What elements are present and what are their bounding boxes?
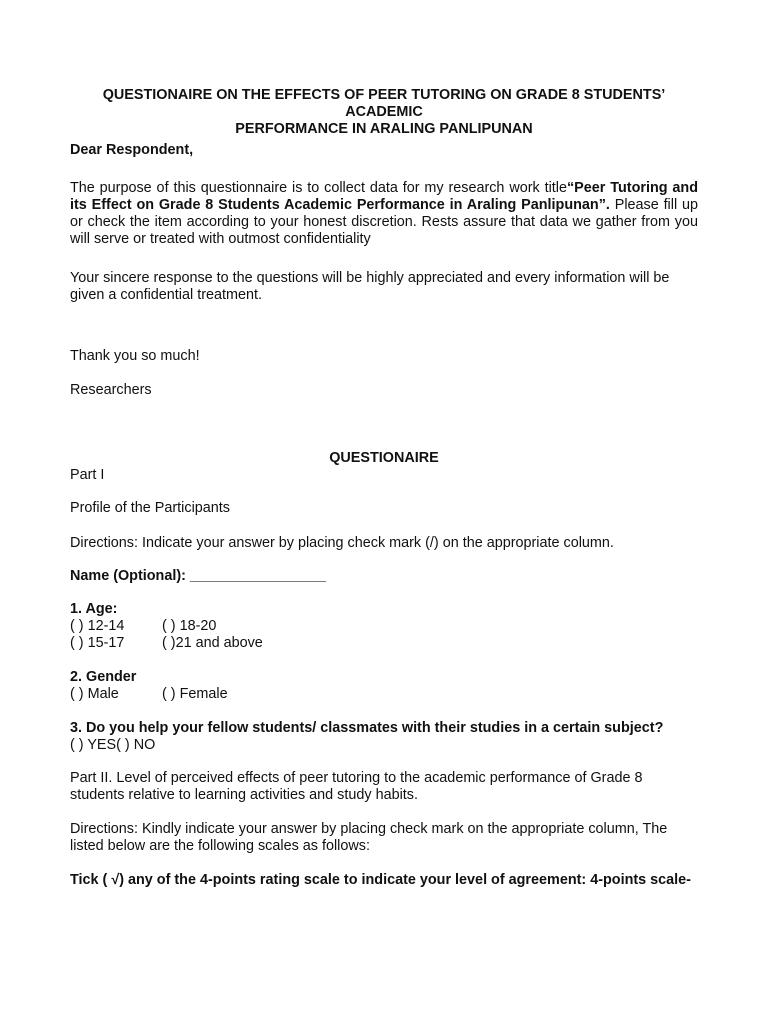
name-field-label: Name (Optional): _________________ <box>70 568 326 584</box>
part-2-description: Part II. Level of perceived effects of peer tutoring to the academic performance of Grade 8 students relative to learning activities and study habits. <box>70 770 643 803</box>
rating-scale-instruction: Tick ( √) any of the 4-points rating scale to indicate your level of agreement: 4-points scale- <box>70 872 691 888</box>
intro-text-2: Please fill up or check the item according to your honest discretion. Rests assure that data we gather from you will serve or treated with outmost confidentiality <box>70 197 698 247</box>
signature-line: Researchers <box>70 382 152 398</box>
age-option-21-above: ( )21 and above <box>162 635 263 651</box>
age-option-18-20: ( ) 18-20 <box>162 618 217 634</box>
thank-you-line: Thank you so much! <box>70 348 200 364</box>
profile-heading: Profile of the Participants <box>70 500 230 516</box>
directions-part-2: Directions: Kindly indicate your answer by placing check mark on the appropriate column, The listed below are the following scales as follows: <box>70 821 668 854</box>
question-help-classmates <box>70 720 698 754</box>
help-question-options: ( ) YES( ) NO <box>70 737 156 753</box>
gender-option-male: ( ) Male <box>70 686 119 702</box>
gender-label: 2. Gender <box>70 669 137 685</box>
directions-part-1: Directions: Indicate your answer by placing check mark (/) on the appropriate column. <box>70 535 614 551</box>
age-option-12-14: ( ) 12-14 <box>70 618 125 634</box>
appreciation-paragraph: Your sincere response to the questions will be highly appreciated and every information will be given a confidential treatment. <box>70 270 670 303</box>
part-1-label: Part I <box>70 467 105 483</box>
age-option-15-17: ( ) 15-17 <box>70 635 125 651</box>
age-label: 1. Age: <box>70 601 118 617</box>
intro-text-1: The purpose of this questionnaire is to collect data for my research work title <box>70 180 567 196</box>
document-title <box>70 87 698 138</box>
help-question-label: 3. Do you help your fellow students/ classmates with their studies in a certain subject? <box>70 720 664 736</box>
research-title: “Peer Tutoring and its Effect on Grade 8 Students Academic Performance in Araling Panlipunan”. <box>70 180 699 213</box>
section-heading: QUESTIONAIRE <box>329 450 439 466</box>
title-line-2: PERFORMANCE IN ARALING PANLIPUNAN <box>235 121 533 137</box>
intro-paragraph <box>70 180 698 248</box>
question-age <box>70 601 698 653</box>
salutation: Dear Respondent, <box>70 142 194 158</box>
gender-option-female: ( ) Female <box>162 686 228 702</box>
question-gender <box>70 669 698 703</box>
title-line-1: QUESTIONAIRE ON THE EFFECTS OF PEER TUTORING ON GRADE 8 STUDENTS’ ACADEMIC <box>102 87 666 120</box>
